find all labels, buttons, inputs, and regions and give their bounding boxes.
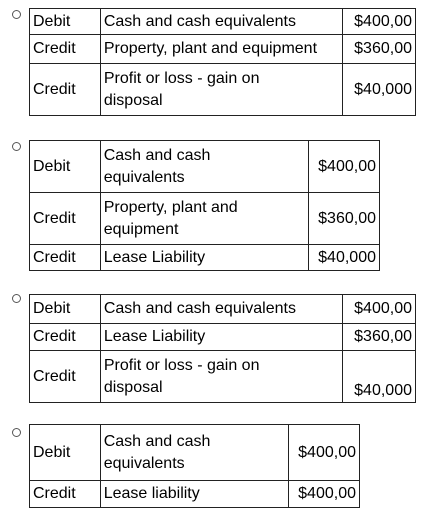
account-name: Cash and cash equivalents	[100, 295, 342, 324]
amount: $360,00	[309, 193, 380, 245]
entry-side: Debit	[30, 9, 101, 35]
table-row	[30, 35, 416, 64]
amount: $400,00	[343, 9, 416, 35]
account-name: Property, plant and equipment	[100, 35, 342, 64]
account-name: Property, plant and equipment	[100, 193, 308, 245]
table-row	[30, 481, 360, 508]
table-row	[30, 245, 380, 271]
account-name: Lease Liability	[100, 324, 342, 351]
entry-side: Credit	[30, 64, 101, 116]
account-name: Cash and cash equivalents	[100, 141, 308, 193]
table-row	[30, 141, 380, 193]
table-row	[30, 425, 360, 481]
entry-side: Credit	[30, 193, 101, 245]
journal-entry-table	[29, 8, 416, 116]
entry-side: Credit	[30, 245, 101, 271]
journal-entry-table	[29, 424, 360, 508]
amount: $40,000	[343, 351, 416, 403]
amount: $400,00	[309, 141, 380, 193]
account-name: Lease liability	[100, 481, 288, 508]
amount: $40,000	[309, 245, 380, 271]
entry-side: Debit	[30, 141, 101, 193]
entry-side: Credit	[30, 35, 101, 64]
amount: $400,00	[289, 481, 360, 508]
journal-entry-table	[29, 140, 380, 271]
table-row	[30, 324, 416, 351]
table-row	[30, 295, 416, 324]
entry-side: Credit	[30, 351, 101, 403]
entry-side: Credit	[30, 481, 101, 508]
entry-side: Debit	[30, 425, 101, 481]
amount: $360,00	[343, 324, 416, 351]
radio-button[interactable]	[12, 294, 21, 303]
table-row	[30, 64, 416, 116]
account-name: Profit or loss - gain on disposal	[100, 64, 342, 116]
account-name: Cash and cash equivalents	[100, 425, 288, 481]
radio-button[interactable]	[12, 10, 21, 19]
amount: $400,00	[289, 425, 360, 481]
radio-button[interactable]	[12, 428, 21, 437]
amount: $360,00	[343, 35, 416, 64]
account-name: Lease Liability	[100, 245, 308, 271]
account-name: Cash and cash equivalents	[100, 9, 342, 35]
amount: $40,000	[343, 64, 416, 116]
amount: $400,00	[343, 295, 416, 324]
radio-button[interactable]	[12, 142, 21, 151]
journal-entry-table	[29, 294, 416, 403]
entry-side: Credit	[30, 324, 101, 351]
table-row	[30, 351, 416, 403]
account-name: Profit or loss - gain on disposal	[100, 351, 342, 403]
table-row	[30, 193, 380, 245]
entry-side: Debit	[30, 295, 101, 324]
table-row	[30, 9, 416, 35]
